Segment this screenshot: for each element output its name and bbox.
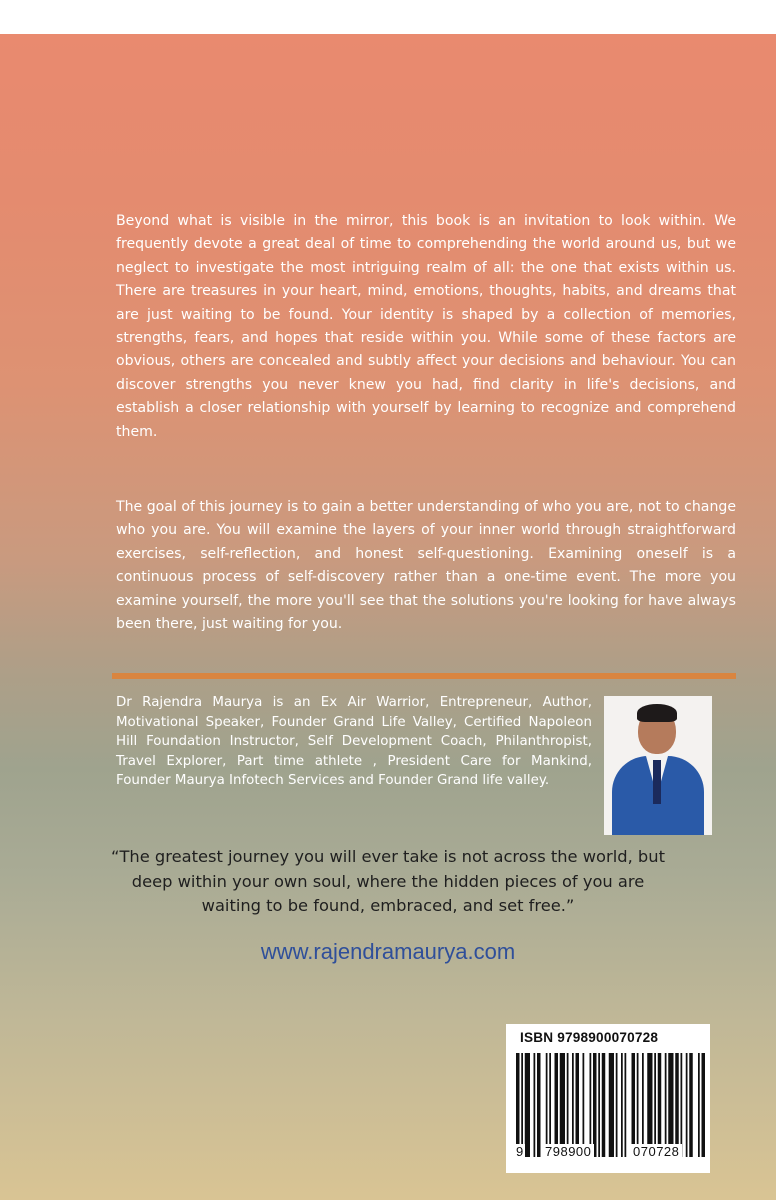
description-paragraph-1: Beyond what is visible in the mirror, this book is an invitation to look within. We frequently devote a great deal of time to comprehending the world around us, but we neglect to investigate the most intriguing realm of all: the one that exists within us. There are treasures in your heart, mind, emotions, thoughts, habits, and dreams that are just waiting to be found. Your identity is shaped by a collection of memories, strengths, fears, and hopes that reside within you. While some of these factors are obvious, others are concealed and subtly affect your decisions and behaviour. You can discover strengths you never knew you had, find clarity in life's decisions, and establish a closer relationship with yourself by learning to recognize and comprehend them. — [116, 213, 736, 440]
divider-line — [112, 673, 736, 679]
description-paragraph-2: The goal of this journey is to gain a better understanding of who you are, not to change who you are. You will examine the layers of your inner world through straightforward exercises, self-reflection, and honest self-questioning. Examining oneself is a continuous process of self-discovery rather than a one-time event. The more you examine yourself, the more you'll see that the solutions you're looking for have always been there, just waiting for you. — [116, 499, 736, 633]
barcode-digit-first: 9 — [516, 1144, 524, 1159]
author-bio: Dr Rajendra Maurya is an Ex Air Warrior, Entrepreneur, Author, Motivational Speaker, Founder Grand Life Valley, Certified Napoleon Hill Foundation Instructor, Self Development Coach, Philanthropist, Travel Explorer, Part time athlete , President Care for Mankind, Founder Maurya Infotech Services and Founder Grand life valley. — [116, 695, 592, 789]
quote: “The greatest journey you will ever take is not across the world, but deep within your own soul, where the hidden pieces of you are waiting to be found, embraced, and set free.” — [111, 847, 665, 915]
barcode-digits-left: 798900 — [542, 1144, 594, 1159]
website-link[interactable]: www.rajendramaurya.com — [260, 939, 516, 964]
author-photo — [604, 696, 712, 835]
isbn-barcode — [506, 1024, 710, 1173]
barcode-digits — [506, 1141, 710, 1161]
isbn-label: ISBN 9798900070728 — [520, 1030, 659, 1045]
barcode-digits-right: 070728 — [630, 1144, 682, 1159]
